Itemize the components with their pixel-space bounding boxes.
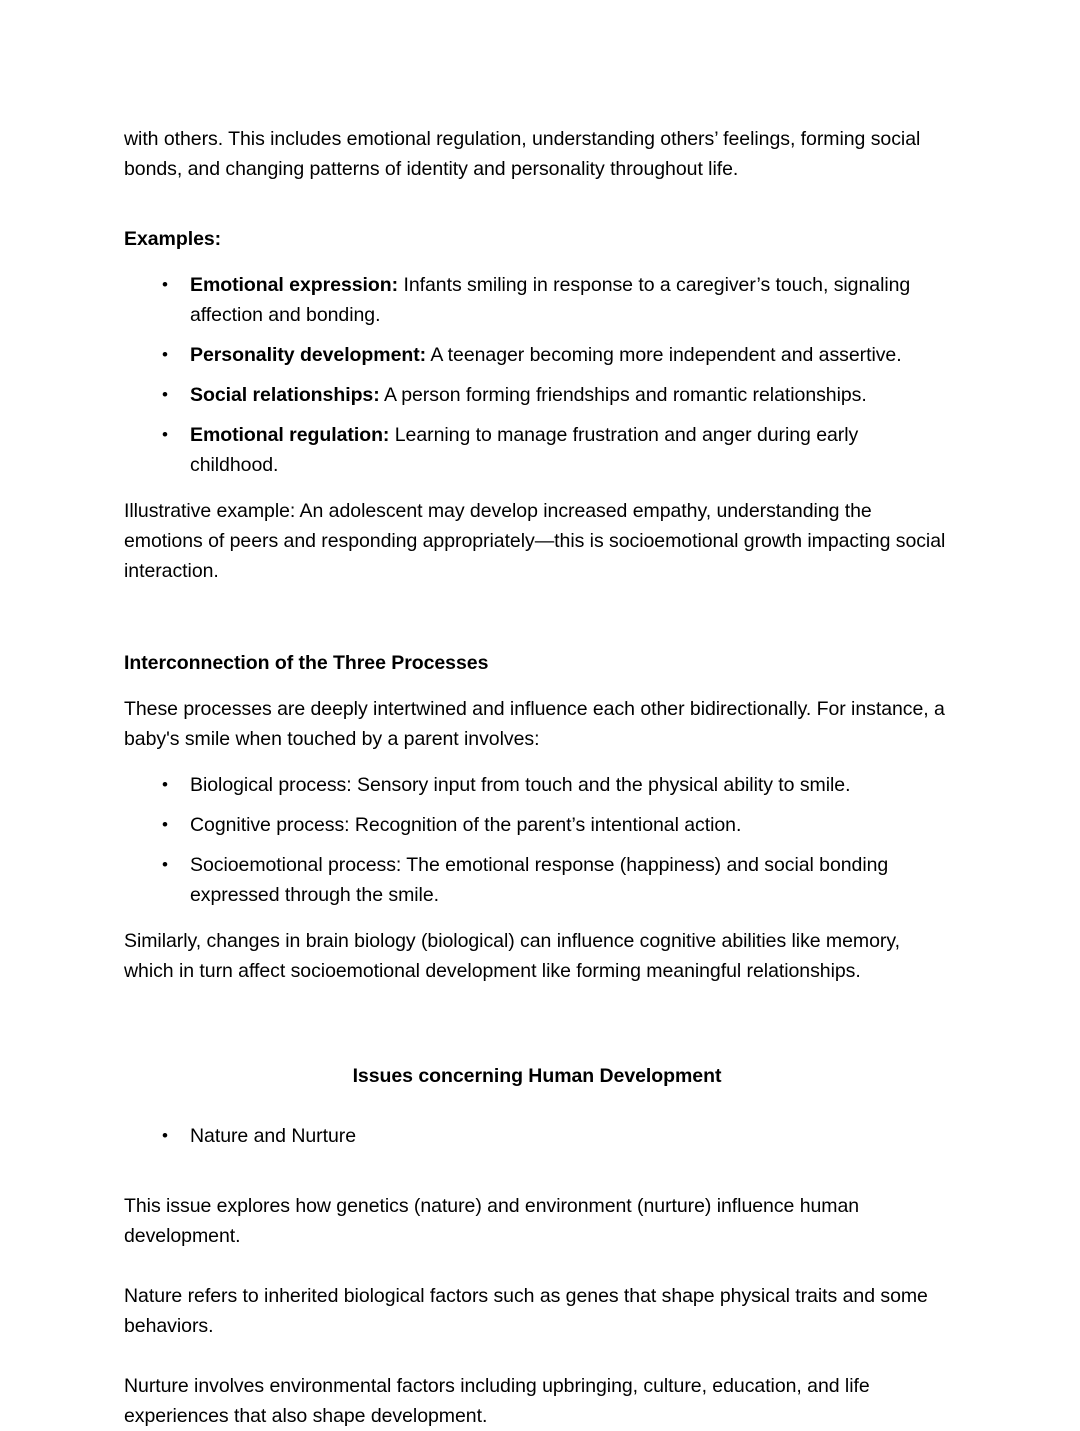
examples-label: Examples: — [124, 228, 222, 250]
issues-list — [124, 1121, 950, 1151]
spacer — [124, 1151, 950, 1191]
list-item: • Cognitive process: Recognition of the parent’s intentional action. — [124, 810, 950, 840]
list-item-lead: Emotional expression: — [190, 274, 399, 296]
spacer — [124, 754, 950, 770]
spacer — [124, 586, 950, 648]
spacer — [124, 1341, 950, 1371]
list-item-text: A person forming friendships and romantic relationships. — [379, 384, 867, 406]
list-item-lead: Personality development: — [190, 344, 427, 366]
spacer — [124, 480, 950, 496]
list-item — [124, 270, 950, 330]
document-body — [124, 124, 950, 1431]
list-item — [124, 340, 950, 370]
spacer — [124, 910, 950, 926]
list-item: • Socioemotional process: The emotional response (happiness) and social bonding expressed through the smile. — [124, 850, 950, 910]
continued-paragraph: with others. This includes emotional regulation, understanding others’ feelings, forming social bonds, and changing patterns of identity and personality throughout life. — [124, 128, 921, 180]
examples-list — [124, 270, 950, 480]
nature-definition-paragraph: Nature refers to inherited biological factors such as genes that shape physical traits and some behaviors. — [124, 1285, 928, 1337]
list-item — [124, 420, 950, 480]
spacer — [124, 1251, 950, 1281]
spacer — [124, 254, 950, 270]
nature-nurture-intro-paragraph: This issue explores how genetics (nature) and environment (nurture) influence human development. — [124, 1195, 860, 1247]
spacer — [124, 184, 950, 224]
list-item-lead: Emotional regulation: — [190, 424, 390, 446]
list-item-text: Infants smiling in response to a caregiver’s touch, signaling affection and bonding. — [190, 274, 911, 326]
list-item: • Biological process: Sensory input from touch and the physical ability to smile. — [124, 770, 950, 800]
list-item — [124, 380, 950, 410]
list-item: • Nature and Nurture — [124, 1121, 950, 1151]
process-list — [124, 770, 950, 910]
issues-heading: Issues concerning Human Development — [352, 1065, 722, 1087]
list-item-text: Learning to manage frustration and anger during early childhood. — [190, 424, 859, 476]
interconnection-heading: Interconnection of the Three Processes — [124, 652, 489, 674]
list-item-lead: Social relationships: — [190, 384, 380, 406]
spacer — [124, 1091, 950, 1121]
nurture-definition-paragraph: Nurture involves environmental factors including upbringing, culture, education, and life experiences that also shape development. — [124, 1375, 870, 1427]
similarly-paragraph: Similarly, changes in brain biology (biological) can influence cognitive abilities like memory, which in turn affect socioemotional development like forming meaningful relationships. — [124, 930, 900, 982]
list-item-text: A teenager becoming more independent and assertive. — [426, 344, 902, 366]
spacer — [124, 986, 950, 1061]
interconnection-intro-paragraph: These processes are deeply intertwined and influence each other bidirectionally. For instance, a baby's smile when touched by a parent involves: — [124, 698, 945, 750]
spacer — [124, 678, 950, 694]
illustrative-example-paragraph: Illustrative example: An adolescent may develop increased empathy, understanding the emotions of peers and responding appropriately—this is socioemotional growth impacting social interaction. — [124, 500, 946, 582]
